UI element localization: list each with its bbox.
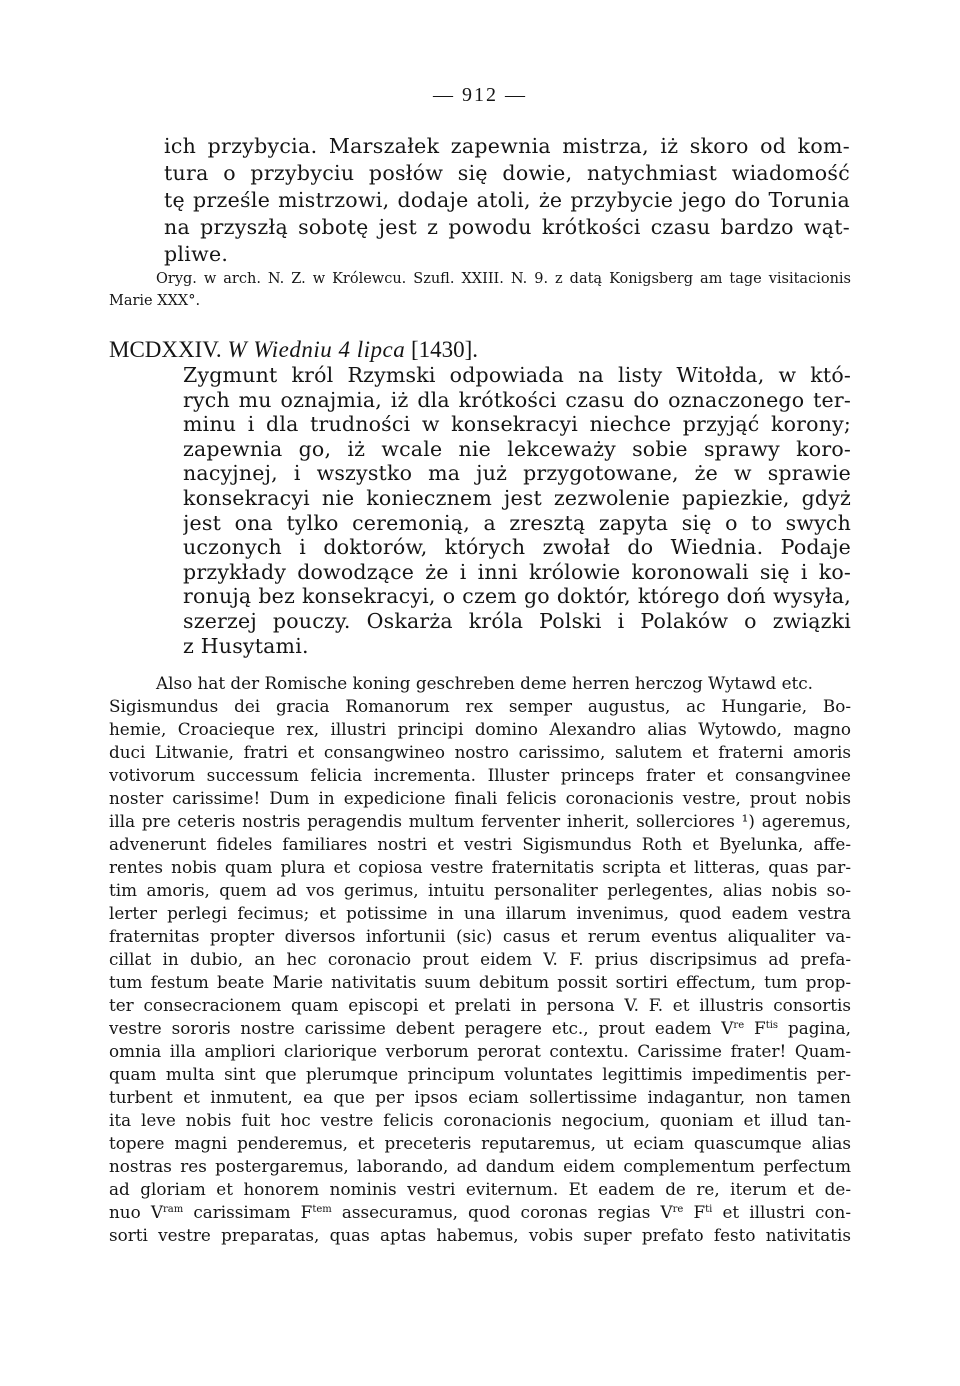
summary-line: konsekracyi nie koniecznem jest zezwolenie papiezkie, gdyż bbox=[183, 485, 851, 510]
body-line: duci Litwanie, fratri et consangwineo nostro carissimo, salutem et fraterni amoris bbox=[109, 742, 851, 762]
body-line: turbent et inmutent, ea que per ipsos eciam sollertissime indagantur, non tamen bbox=[109, 1087, 851, 1107]
text-line: na przyszłą sobotę jest z powodu krótkości czasu bardzo wąt- bbox=[164, 215, 850, 239]
body-line: ter consecracionem quam episcopi et prelati in persona V. F. et illustris consortis bbox=[109, 995, 851, 1015]
document-summary bbox=[183, 363, 851, 658]
summary-line: zapewnia go, iż wcale nie lekceważy sobie sprawy koro- bbox=[183, 436, 851, 461]
body-line: nostras res postergaremus, laborando, ad dandum eidem complementum perfectum bbox=[109, 1156, 851, 1176]
text-line: pliwe. bbox=[164, 242, 229, 266]
document-number: MCDXXIV. bbox=[109, 337, 222, 362]
body-line: advenerunt fideles familiares nostri et vestri Sigismundus Roth et Byelunka, affe- bbox=[109, 834, 851, 854]
body-line: illa pre ceteris nostris peragendis multum ferventer inherit, sollerciores ¹) ageremus, bbox=[109, 811, 851, 831]
body-line: omnia illa ampliori clariorique verborum perorat contextu. Carissime frater! Quam- bbox=[109, 1041, 851, 1061]
body-line: votivorum successum felicia incrementa. Illuster princeps frater et consangvinee bbox=[109, 765, 851, 785]
summary-line: przykłady dowodzące że i inni królowie koronowali się i ko- bbox=[183, 559, 851, 584]
summary-line: nacyjnej, i wszystko ma już przygotowane, że w sprawie bbox=[183, 461, 851, 486]
page-number: — 912 — bbox=[433, 84, 527, 106]
document-heading bbox=[109, 336, 851, 364]
text-line: tę prześle mistrzowi, dodaje atoli, że przybycie jego do Torunia bbox=[164, 188, 850, 212]
body-line: Sigismundus dei gracia Romanorum rex semper augustus, ac Hungarie, Bo- bbox=[109, 696, 851, 716]
body-line: rentes nobis quam plura et copiosa vestre fraternitatis scripta et litteras, quas par- bbox=[109, 857, 851, 877]
body-line: lerter perlegi fecimus; et potissime in una illarum invenimus, quod eadem vestra bbox=[109, 903, 851, 923]
summary-line: jest ona tylko ceremonią, a zresztą zapyta się o to swych bbox=[183, 510, 851, 535]
body-line: topere magni penderemus, et preceteris reputaremus, ut eciam quascumque alias bbox=[109, 1133, 851, 1153]
summary-line: rych mu oznajmia, iż dla krótkości czasu do oznaczonego ter- bbox=[183, 387, 851, 412]
text-line: tura o przybyciu posłów się dowie, natychmiast wiadomość bbox=[164, 161, 850, 185]
document-place-date: W Wiedniu 4 lipca bbox=[227, 337, 406, 362]
source-note bbox=[109, 268, 851, 312]
body-line: vestre sororis nostre carissime debent peragere etc., prout eadem Vre $F^{tis}$ pagina, bbox=[109, 1018, 851, 1038]
summary-line: minu i dla trudności w konsekracyi niechce przyjąć korony; bbox=[183, 412, 851, 437]
source-line: Oryg. w arch. N. Z. w Królewcu. Szufl. XXIII. N. 9. z datą Konigsberg am tage visitacionis bbox=[156, 271, 851, 287]
summary-line: ronują bez konsekracyi, o czem go doktór, którego doń wysyła, bbox=[183, 584, 851, 609]
body-line: ita leve nobis fuit hoc vestre felicis coronacionis negocium, quoniam et illud tan- bbox=[109, 1110, 851, 1130]
source-line: Marie XXX°. bbox=[109, 293, 201, 309]
body-line: tim amoris, quem ad vos gerimus, intuitu personaliter perlegentes, alias nobis so- bbox=[109, 880, 851, 900]
body-line: ad gloriam et honorem nominis vestri eviternum. Et eadem de re, iterum et de- bbox=[109, 1179, 851, 1199]
document-year: [1430]. bbox=[410, 337, 479, 362]
summary-line: uczonych i doktorów, których zwołał do Wiednia. Podaje bbox=[183, 535, 851, 560]
text-line: ich przybycia. Marszałek zapewnia mistrza, iż skoro od kom- bbox=[164, 134, 850, 158]
body-line: noster carissime! Dum in expedicione finali felicis coronacionis vestre, prout nobis bbox=[109, 788, 851, 808]
body-line: Also hat der Romische koning geschreben deme herren herczog Wytawd etc. bbox=[156, 673, 813, 693]
document-body bbox=[109, 672, 851, 1247]
body-line: fraternitas propter diversos infortunii (sic) casus et rerum eventus aliqualiter va- bbox=[109, 926, 851, 946]
body-line: nuo $V^{ram}$ carissimam $F^{tem}$ assecuramus, quod coronas regias Vre $F^{ti}$ et illustri con- bbox=[109, 1202, 851, 1222]
top-paragraph bbox=[164, 133, 850, 268]
body-line: hemie, Croacieque rex, illustri principi domino Alexandro alias Wytowdo, magno bbox=[109, 719, 851, 739]
body-line: sorti vestre preparatas, quas aptas habemus, vobis super prefato festo nativitatis bbox=[109, 1225, 851, 1245]
body-line: cillat in dubio, an hec coronacio prout eidem V. F. prius discripsimus ad prefa- bbox=[109, 949, 851, 969]
body-line: quam multa sint que plerumque principum voluntates legittimis impedimentis per- bbox=[109, 1064, 851, 1084]
body-line: tum festum beate Marie nativitatis suum debitum possit sortiri effectum, tum prop- bbox=[109, 972, 851, 992]
summary-line: z Husytami. bbox=[183, 633, 309, 658]
summary-line: szerzej pouczy. Oskarża króla Polski i Polaków o związki bbox=[183, 608, 851, 633]
summary-line: Zygmunt król Rzymski odpowiada na listy Witołda, w któ- bbox=[183, 363, 851, 387]
